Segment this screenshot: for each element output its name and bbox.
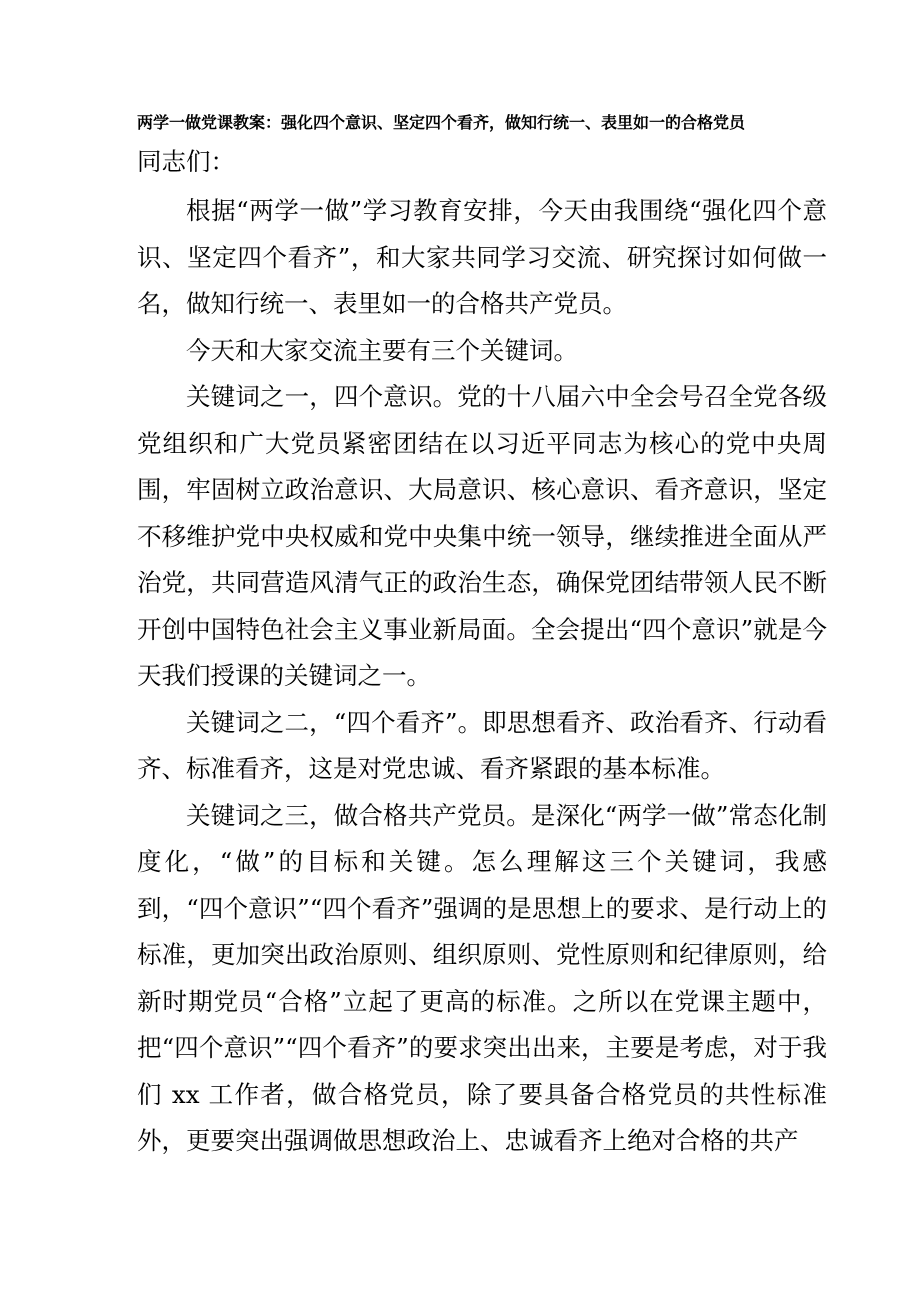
- paragraph: 关键词之二，“四个看齐”。即思想看齐、政治看齐、行动看齐、标准看齐，这是对党忠诚、看齐紧跟的基本标准。: [137, 707, 827, 783]
- paragraph: 今天和大家交流主要有三个关键词。: [186, 335, 578, 365]
- paragraph: 关键词之一，四个意识。党的十八届六中全会号召全党各级党组织和广大党员紧密团结在以习近平同志为核心的党中央周围，牢固树立政治意识、大局意识、核心意识、看齐意识，坚定不移维护党中央权威和党中央集中统一领导，继续推进全面从严治党，共同营造风清气正的政治生态，确保党团结带领人民不断开创中国特色社会主义事业新局面。全会提出“四个意识”就是今天我们授课的关键词之一。: [137, 382, 827, 690]
- greeting-line: 同志们：: [137, 147, 235, 176]
- document-body: [137, 188, 827, 1165]
- paragraph: 根据“两学一做”学习教育安排，今天由我围绕“强化四个意识、坚定四个看齐”，和大家共同学习交流、研究探讨如何做一名，做知行统一、表里如一的合格共产党员。: [137, 196, 827, 318]
- document-title: 两学一做党课教案：强化四个意识、坚定四个看齐，做知行统一、表里如一的合格党员: [137, 113, 746, 132]
- paragraph: 关键词之三，做合格共产党员。是深化“两学一做”常态化制度化，“做”的目标和关键。怎么理解这三个关键词，我感到，“四个意识”“四个看齐”强调的是思想上的要求、是行动上的标准，更加突出政治原则、组织原则、党性原则和纪律原则，给新时期党员“合格”立起了更高的标准。之所以在党课主题中，把“四个意识”“四个看齐”的要求突出出来，主要是考虑，对于我们 xx 工作者，做合格党员，除了要具备合格党员的共性标准外，更要突出强调做思想政治上、忠诚看齐上绝对合格的共产: [137, 800, 827, 1155]
